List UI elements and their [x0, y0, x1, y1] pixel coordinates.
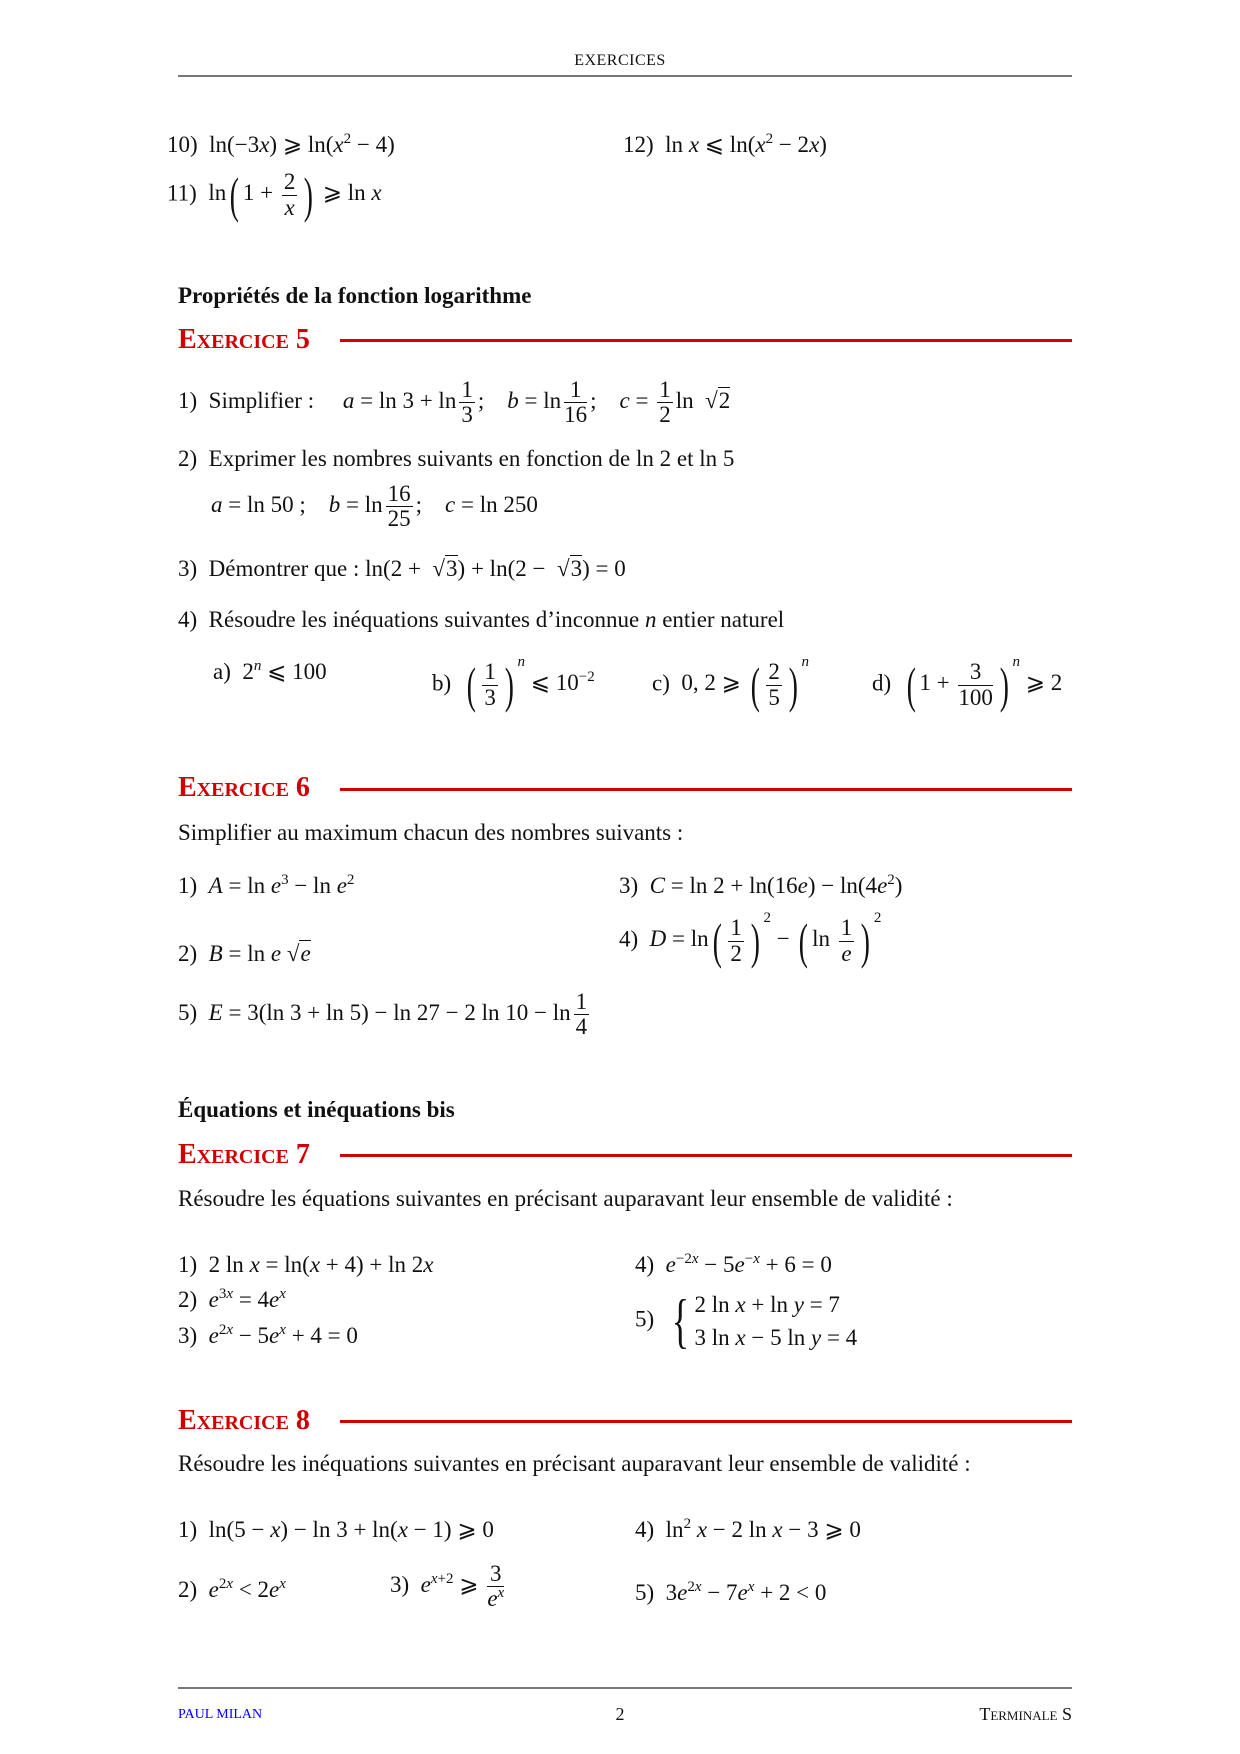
ex5-q4-d: d) ( 1 + $\frac{3}{100}$ ) $^n$ ⩾ 2: [872, 654, 1063, 713]
exercise-6-title: Exercice 6: [178, 772, 310, 803]
exercise-7-rule: [340, 1154, 1072, 1157]
ex6-item-3: 3) $C = \ln 2 + \ln(16e) - \ln(4e^2)$: [619, 872, 903, 898]
ex6-intro: Simplifier au maximum chacun des nombres suivants :: [178, 820, 684, 845]
ex5-q2-expr: a = ln 50 ; b = ln $\frac{16}{25}$ ; c = ln 250: [211, 481, 538, 532]
ex7-item-4: 4) $e^{-2x} - 5e^{-x} + 6 = 0$: [635, 1251, 832, 1277]
ex8-intro: Résoudre les inéquations suivantes en précisant auparavant leur ensemble de validité :: [178, 1451, 971, 1476]
footer-level: Terminale S: [979, 1704, 1072, 1724]
ex7-item-5: 5) { 2 ln x + ln y = 7 3 ln x − 5 ln y = 4: [635, 1288, 858, 1355]
ex8-item-4: 4) $\ln^2 x - 2$ ln x − 3 ⩾ 0: [635, 1516, 861, 1542]
ex7-item-2: 2) $e^{3x} = 4e^x$: [178, 1286, 286, 1312]
exercise-7-title: Exercice 7: [178, 1139, 310, 1170]
ex6-item-1: 1) $A = \ln e^3 - \ln e^2$: [178, 872, 355, 898]
ex7-intro: Résoudre les équations suivantes en précisant auparavant leur ensemble de validité :: [178, 1186, 953, 1211]
ex5-q4-a: a) 2$^n$ ⩽ 100: [213, 658, 327, 684]
ex8-item-5: 5) $3e^{2x} - 7e^x + 2 < 0$: [635, 1579, 827, 1605]
ex5-q4-b: b) ( $\frac{1}{3}$ ) $^n$ ⩽ $10^{-2}$: [432, 654, 595, 713]
ex5-q3: 3) Démontrer que : ln(2 + √3) + ln(2 − √3) = 0: [178, 556, 626, 581]
exercise-8-title: Exercice 8: [178, 1405, 310, 1436]
ex5-q1: 1) Simplifier : a = ln 3 + ln $\frac{1}{3}$ ; b = ln $\frac{1}{16}$ ; c = $\frac{1}{2}$ ln √2: [178, 377, 731, 428]
ex5-q2: 2) Exprimer les nombres suivants en fonction de ln 2 et ln 5: [178, 446, 735, 471]
ex8-item-1: 1) ln(5 − x) − ln 3 + ln(x − 1) ⩾ 0: [178, 1517, 494, 1542]
ex5-q4-c: c) 0, 2 ⩾ ( $\frac{2}{5}$ ) $^n$: [652, 654, 809, 713]
item-10: 10) ln(−3x) ⩾ $\ln(x^2 - 4)$: [167, 131, 395, 157]
page-number: 2: [615, 1704, 625, 1724]
exercise-6-rule: [340, 788, 1072, 791]
item-12: 12) ln x ⩽ $\ln(x^2 - 2x)$: [623, 131, 827, 157]
ex8-item-3: 3) $e^{x+2}$ ⩾ $\frac{3}{e^x}$: [390, 1561, 505, 1612]
exercise-5-title: Exercice 5: [178, 324, 310, 355]
ex7-item-3: 3) $e^{2x} - 5e^x + 4 = 0$: [178, 1322, 358, 1348]
ex8-item-2: 2) $e^{2x} < 2e^x$: [178, 1576, 286, 1602]
section-heading-equations: Équations et inéquations bis: [178, 1097, 455, 1122]
ex6-item-5: 5) E = 3(ln 3 + ln 5) − ln 27 − 2 ln 10 − ln $\frac{1}{4}$: [178, 989, 588, 1040]
running-header: EXERCICES: [574, 52, 666, 69]
exercise-8-rule: [340, 1420, 1072, 1423]
item-11: 11) ln( 1 + $\frac{2}{x}$ ) ⩾ ln x: [167, 167, 382, 223]
footer-author: PAUL MILAN: [178, 1707, 263, 1722]
ex6-item-4: 4) D = ln( $\frac{1}{2}$ ) $^2$ − ( ln $\frac{1}{e}$ ) $^2$: [619, 910, 882, 969]
header-rule: [178, 75, 1072, 77]
section-heading-properties: Propriétés de la fonction logarithme: [178, 283, 532, 308]
ex5-q4: 4) Résoudre les inéquations suivantes d’inconnue n entier naturel: [178, 607, 785, 632]
ex7-item-1: 1) 2 ln x = ln(x + 4) + ln 2x: [178, 1252, 434, 1277]
footer-rule: [178, 1687, 1072, 1689]
exercise-5-rule: [340, 339, 1072, 342]
ex6-item-2: 2) B = ln e √e: [178, 941, 311, 966]
